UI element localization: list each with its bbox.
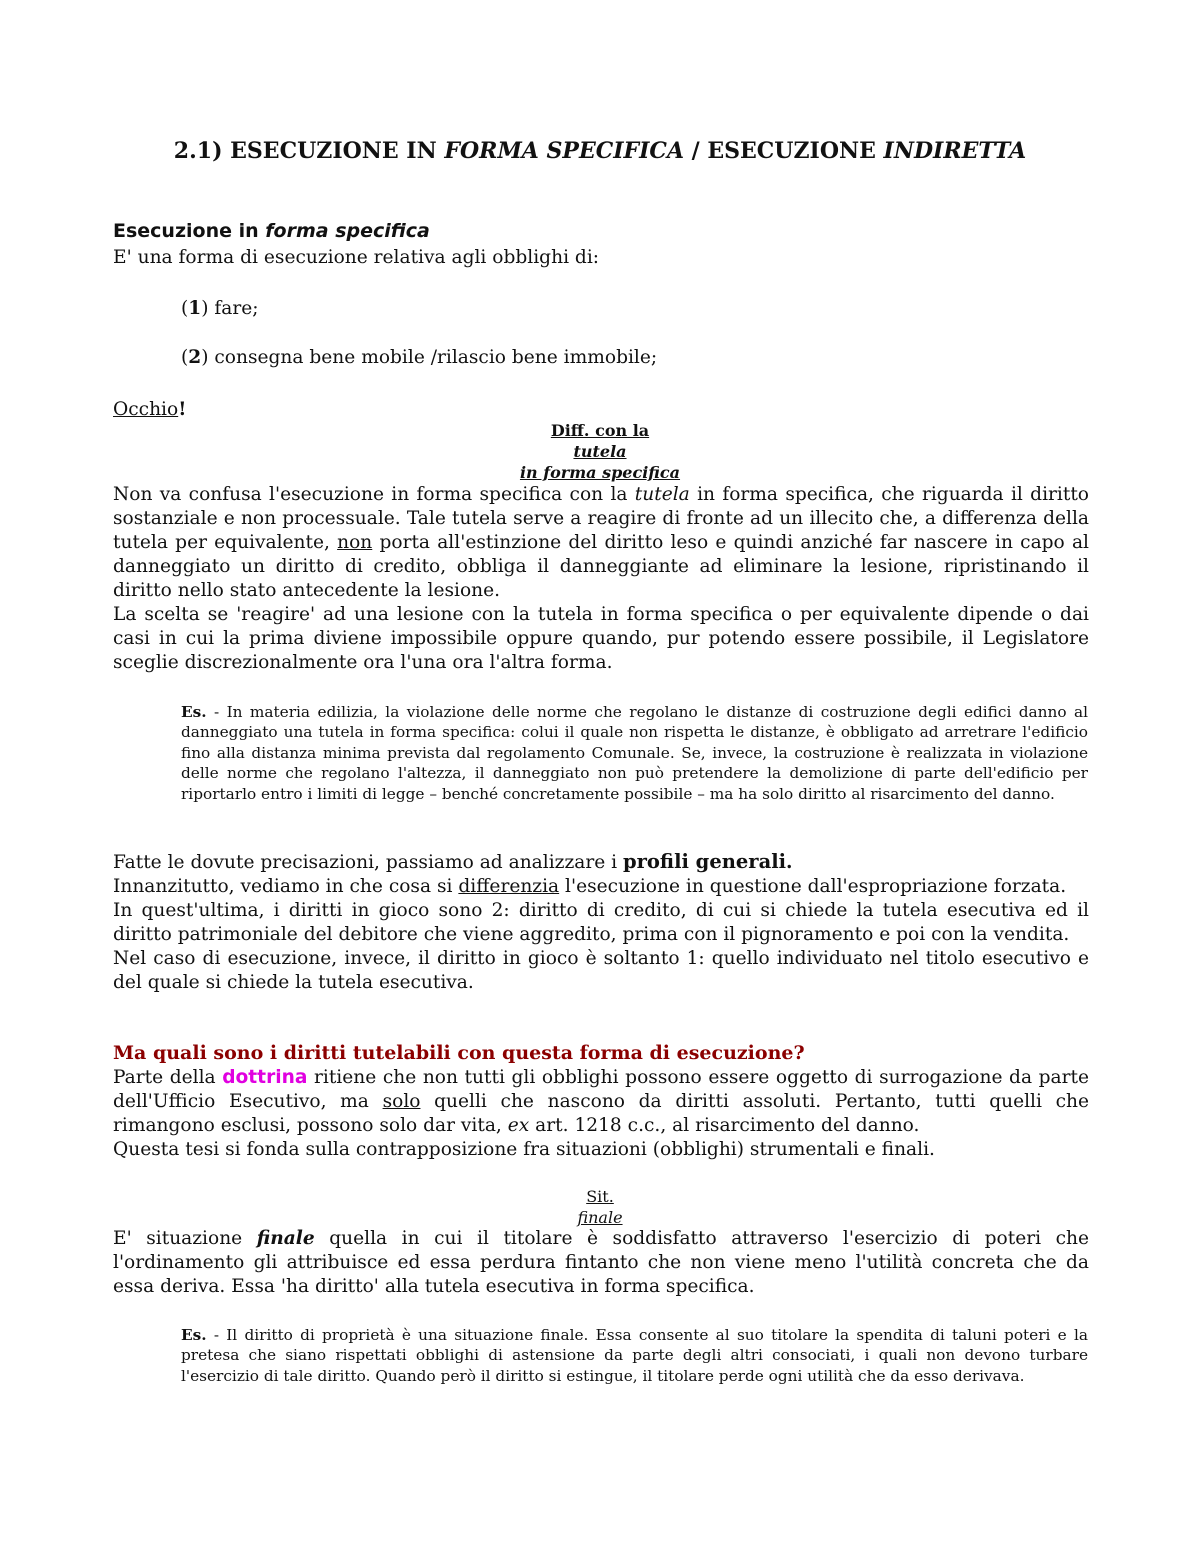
list-item: (1) fare;: [181, 298, 259, 319]
section-question: Ma quali sono i diritti tutelabili con questa forma di esecuzione?: [113, 1042, 805, 1064]
paragraph-general: Fatte le dovute precisazioni, passiamo ad analizzare i profili generali. Innanzitutto, vediamo in che cosa si differenzia l'esecuzione in questione dall'espropriazione forzata. In quest'ultima, i diritti in gioco sono 2: diritto di credito, di cui si chiede la tutela esecutiva ed il diritto patrimoniale del debitore che viene aggredito, prima con il pignoramento e poi con la vendita. Nel caso di esecuzione, invece, il diritto in gioco è soltanto 1: quello individuato nel titolo esecutivo e del quale si chiede la tutela esecutiva.: [113, 850, 1089, 993]
page-title: 2.1) ESECUZIONE IN FORMA SPECIFICA / ESECUZIONE INDIRETTA: [173, 138, 1027, 164]
example-block-2: Es. - Il diritto di proprietà è una situazione finale. Essa consente al suo titolare la spendita di taluni poteri e la pretesa che siano rispettati obblighi di astensione da parte degli altri consociati, i quali non devono turbare l'esercizio di tale diritto. Quando però il diritto si estingue, il titolare perde ogni utilità che da esso derivava.: [181, 1326, 1088, 1385]
paragraph-dottrina: Parte della dottrina ritiene che non tutti gli obblighi possono essere oggetto di surrogazione da parte dell'Ufficio Esecutivo, ma solo quelli che nascono da diritti assoluti. Pertanto, tutti quelli che rimangono esclusi, possono solo dar vita, ex art. 1218 c.c., al risarcimento del danno. Questa tesi si fonda sulla contrapposizione fra situazioni (obblighi) strumentali e finali.: [113, 1067, 1090, 1160]
section-heading: Esecuzione in forma specifica: [113, 220, 430, 242]
paragraph-tutela: Non va confusa l'esecuzione in forma specifica con la tutela in forma specifica, che riguarda il diritto sostanziale e non processuale. Tale tutela serve a reagire di fronte ad un illecito che, a differenza della tutela per equivalente, non porta all'estinzione del diritto leso e quindi anziché far nascere in capo al danneggiato un diritto di credito, obbliga il danneggiante ad eliminare la lesione, ripristinando il diritto nello stato antecedente la lesione.: [113, 484, 1089, 601]
margin-note-diff: Diff. con la tutela in forma specifica: [519, 421, 681, 482]
paragraph-scelta: La scelta se 'reagire' ad una lesione con la tutela in forma specifica o per equivalente dipende o dai casi in cui la prima diviene impossibile oppure quando, pur potendo essere possibile, il Legislatore sceglie discrezionalmente ora l'una ora l'altra forma.: [113, 604, 1089, 673]
paragraph-finale: E' situazione finale quella in cui il titolare è soddisfatto attraverso l'esercizio di poteri che l'ordinamento gli attribuisce ed essa perdura fintanto che non viene meno l'utilità concreta che da essa deriva. Essa 'ha diritto' alla tutela esecutiva in forma specifica.: [113, 1228, 1089, 1297]
occhio-note: Occhio!: [113, 399, 187, 420]
margin-note-sit: Sit. finale: [577, 1187, 623, 1227]
section-intro: E' una forma di esecuzione relativa agli obblighi di:: [113, 247, 600, 268]
example-block-1: Es. - In materia edilizia, la violazione delle norme che regolano le distanze di costruzione degli edifici danno al danneggiato una tutela in forma specifica: colui il quale non rispetta le distanze, è obbligato ad arretrare l'edificio fino alla distanza minima prevista dal regolamento Comunale. Se, invece, la costruzione è realizzata in violazione delle norme che regolano l'altezza, il danneggiato non può pretendere la demolizione di parte dell'edificio per riportarlo entro i limiti di legge – benché concretamente possibile – ma ha solo diritto al risarcimento del danno.: [181, 703, 1088, 803]
list-item: (2) consegna bene mobile /rilascio bene immobile;: [181, 347, 658, 368]
